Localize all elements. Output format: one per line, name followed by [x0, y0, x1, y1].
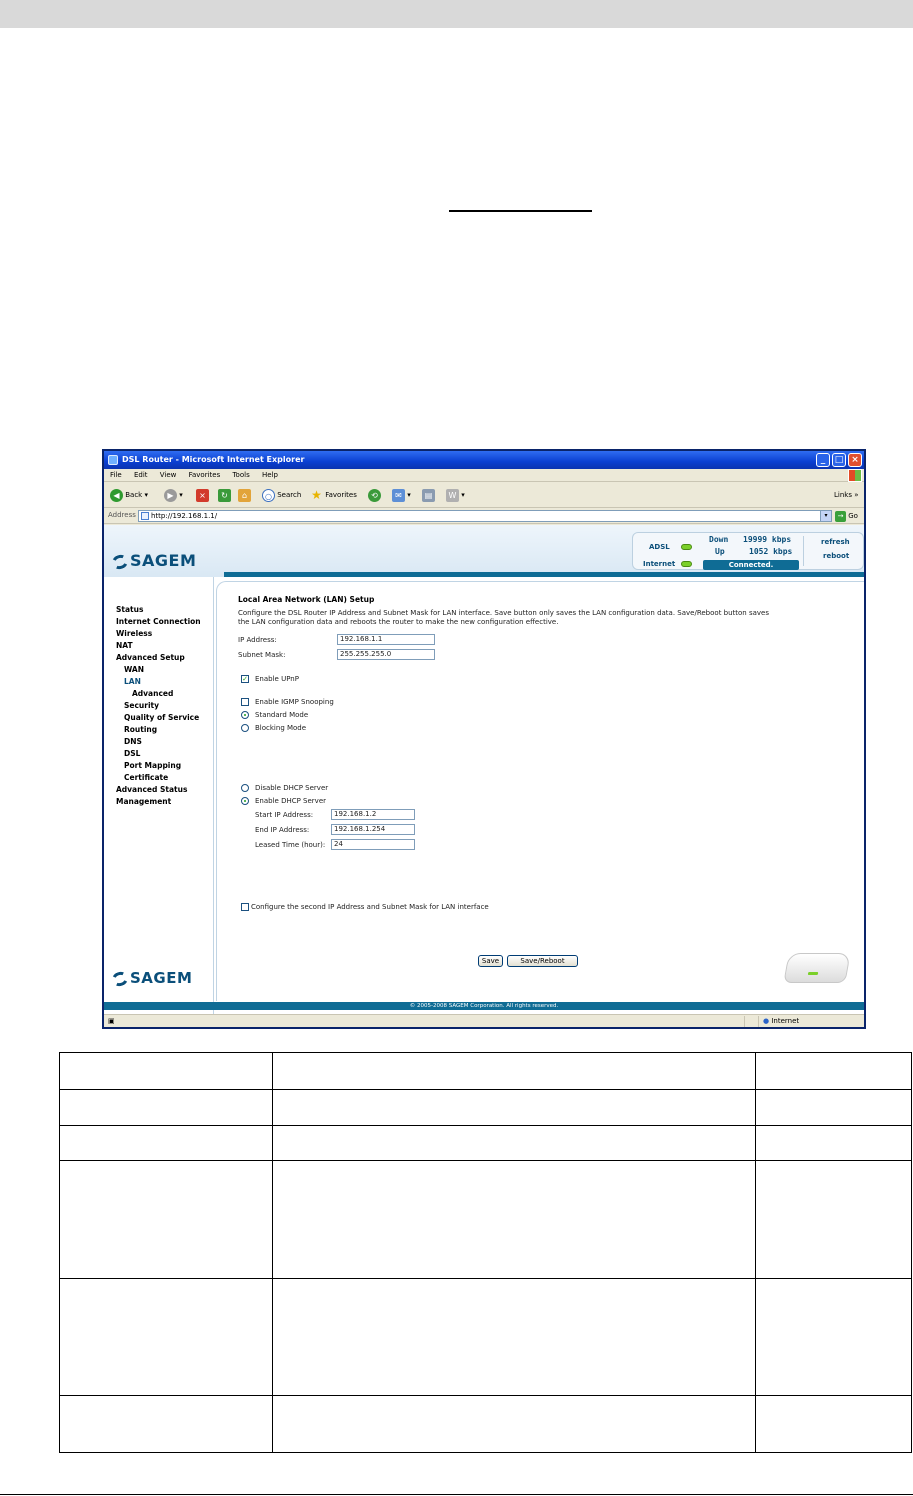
print-icon: ▤ [422, 489, 435, 502]
down-label: Down [709, 535, 729, 544]
forward-button[interactable]: ▶ ▾ [164, 487, 183, 503]
description-line-1: Configure the DSL Router IP Address and Subnet Mask for LAN interface. Save button only saves the LAN configuration data. Save/Reboot button saves [238, 609, 770, 617]
minimize-button[interactable]: _ [816, 453, 830, 467]
window-title: DSL Router - Microsoft Internet Explorer [122, 455, 305, 464]
sagem-swoosh-icon [110, 552, 130, 571]
table-cell [756, 1090, 912, 1126]
nav-wan[interactable]: WAN [124, 665, 145, 674]
nav-advanced-status[interactable]: Advanced Status [116, 785, 188, 794]
menu-tools[interactable]: Tools [232, 471, 250, 479]
adsl-led-icon [681, 544, 692, 550]
table-row [60, 1396, 912, 1453]
router-device-image [783, 953, 850, 983]
status-cell-empty-1 [744, 1016, 758, 1027]
blocking-mode-label: Blocking Mode [255, 724, 307, 732]
search-label: Search [277, 491, 302, 499]
home-icon: ⌂ [238, 489, 251, 502]
second-ip-label: Configure the second IP Address and Subnet Mask for LAN interface [251, 903, 489, 911]
menu-favorites[interactable]: Favorites [188, 471, 221, 479]
table-cell [273, 1090, 756, 1126]
menu-view[interactable]: View [159, 471, 177, 479]
sagem-logo [112, 551, 196, 570]
page-viewport [104, 525, 864, 1014]
table-cell [273, 1161, 756, 1279]
refresh-link[interactable]: refresh [821, 538, 850, 546]
table-cell [273, 1126, 756, 1161]
globe-icon: ● [763, 1017, 770, 1025]
start-ip-input[interactable]: 192.168.1.2 [331, 809, 415, 820]
table-cell [60, 1396, 273, 1453]
document-table [59, 1052, 912, 1453]
save-reboot-button[interactable]: Save/Reboot [507, 955, 578, 967]
address-label: Address [108, 511, 136, 519]
table-cell [60, 1053, 273, 1090]
mail-button[interactable]: ✉ ▾ [392, 487, 411, 503]
lease-time-label: Leased Time (hour): [255, 841, 326, 849]
connected-status: Connected. [703, 560, 799, 570]
nav-nat[interactable]: NAT [116, 641, 133, 650]
save-button[interactable]: Save [478, 955, 503, 967]
router-lights [808, 972, 819, 975]
reboot-link[interactable]: reboot [823, 552, 850, 560]
end-ip-input[interactable]: 192.168.1.254 [331, 824, 415, 835]
ip-address-label: IP Address: [238, 636, 277, 644]
go-button[interactable] [835, 510, 858, 522]
table-row [60, 1279, 912, 1396]
nav-status[interactable]: Status [116, 605, 144, 614]
search-button[interactable] [262, 487, 301, 503]
nav-advanced-setup[interactable]: Advanced Setup [116, 653, 185, 662]
address-input[interactable] [138, 510, 830, 522]
lease-time-input[interactable]: 24 [331, 839, 415, 850]
table-cell [60, 1279, 273, 1396]
banner-stripe [224, 572, 864, 577]
table-cell [273, 1279, 756, 1396]
enable-dhcp-label: Enable DHCP Server [255, 797, 327, 805]
table-cell [756, 1279, 912, 1396]
sagem-logo-text: SAGEM [130, 551, 197, 570]
menu-file[interactable]: File [110, 471, 122, 479]
back-label: Back [125, 491, 143, 499]
links-button[interactable]: Links » [834, 491, 859, 499]
windows-flag-icon [848, 469, 862, 482]
print-button[interactable] [422, 487, 435, 503]
adsl-label: ADSL [649, 543, 670, 551]
down-rate: 19999 kbps [743, 535, 792, 544]
go-label: Go [848, 512, 858, 520]
table-cell [756, 1126, 912, 1161]
favorites-button[interactable] [310, 487, 357, 503]
nav-dns[interactable]: DNS [124, 737, 142, 746]
table-row [60, 1053, 912, 1090]
nav-management[interactable]: Management [116, 797, 172, 806]
maximize-button[interactable]: □ [832, 453, 846, 467]
ip-address-input[interactable]: 192.168.1.1 [337, 634, 435, 645]
history-button[interactable] [368, 487, 381, 503]
heading-underline [449, 210, 592, 212]
table-cell [60, 1090, 273, 1126]
browser-toolbar [104, 482, 864, 508]
page-status-icon: ▣ [108, 1017, 115, 1025]
table-cell [756, 1161, 912, 1279]
router-sidebar [104, 577, 214, 1014]
stop-button[interactable] [196, 487, 209, 503]
subnet-mask-input[interactable]: 255.255.255.0 [337, 649, 435, 660]
nav-routing[interactable]: Routing [124, 725, 158, 734]
table-cell [273, 1396, 756, 1453]
sagem-logo-bottom-text: SAGEM [130, 969, 193, 987]
connection-status-panel [632, 532, 864, 570]
address-bar [104, 508, 864, 524]
back-arrow-icon: ◀ [110, 489, 123, 502]
enable-dhcp-radio[interactable] [241, 797, 249, 805]
table-cell [60, 1126, 273, 1161]
search-icon: ○ [262, 489, 275, 502]
igmp-label: Enable IGMP Snooping [255, 698, 334, 706]
description-line-2: the LAN configuration data and reboots the router to make the new configuration effective. [238, 618, 559, 626]
internet-led-icon [681, 561, 692, 567]
blocking-mode-radio[interactable] [241, 724, 249, 732]
nav-security[interactable]: Security [124, 701, 160, 710]
page-title: Local Area Network (LAN) Setup [238, 595, 375, 604]
table-row [60, 1090, 912, 1126]
nav-dsl[interactable]: DSL [124, 749, 141, 758]
lan-setup-panel [216, 581, 864, 1001]
nav-quality-of-service[interactable]: Quality of Service [124, 713, 200, 722]
second-ip-checkbox[interactable] [241, 903, 249, 911]
sagem-logo-bottom [112, 969, 192, 987]
nav-certificate[interactable]: Certificate [124, 773, 169, 782]
nav-advanced[interactable]: Advanced [132, 689, 174, 698]
up-label: Up [715, 547, 725, 556]
upnp-checkbox[interactable]: ✓ [242, 675, 248, 683]
refresh-icon: ↻ [218, 489, 231, 502]
up-rate: 1052 kbps [749, 547, 793, 556]
stop-icon: × [196, 489, 209, 502]
disable-dhcp-radio[interactable] [241, 784, 249, 792]
table-row [60, 1161, 912, 1279]
nav-port-mapping[interactable]: Port Mapping [124, 761, 182, 770]
address-dropdown[interactable]: ▾ [820, 510, 832, 522]
go-arrow-icon: → [835, 511, 846, 522]
table-row [60, 1126, 912, 1161]
browser-statusbar [104, 1014, 864, 1027]
word-icon: W [446, 489, 459, 502]
edit-button[interactable]: W ▾ [446, 487, 465, 503]
page-bottom-rule [0, 1494, 913, 1495]
links-label: Links [834, 491, 852, 499]
menu-bar [104, 469, 864, 482]
ie-icon [108, 455, 118, 465]
history-icon: ⟲ [368, 489, 381, 502]
sagem-swoosh-icon-bottom [110, 969, 130, 988]
favorites-label: Favorites [325, 491, 357, 499]
table-cell [60, 1161, 273, 1279]
back-button[interactable]: ◀ Back ▾ [110, 487, 148, 503]
nav-internet-connection[interactable]: Internet Connection [116, 617, 201, 626]
menu-help[interactable]: Help [261, 471, 278, 479]
nav-wireless[interactable]: Wireless [116, 629, 153, 638]
copyright-footer: © 2005-2008 SAGEM Corporation. All rights reserved. [104, 1002, 864, 1010]
upnp-label: Enable UPnP [255, 675, 299, 683]
table-cell [273, 1053, 756, 1090]
igmp-checkbox[interactable] [241, 698, 249, 706]
standard-mode-radio[interactable] [241, 711, 249, 719]
disable-dhcp-label: Disable DHCP Server [255, 784, 329, 792]
page-icon [141, 512, 149, 520]
mail-icon: ✉ [392, 489, 405, 502]
forward-arrow-icon: ▶ [164, 489, 177, 502]
end-ip-label: End IP Address: [255, 826, 310, 834]
header-band [0, 0, 913, 28]
nav-lan[interactable]: LAN [124, 677, 141, 686]
table-cell [756, 1396, 912, 1453]
internet-zone-label: Internet [771, 1017, 800, 1025]
address-value: http://192.168.1.1/ [151, 512, 218, 520]
subnet-mask-label: Subnet Mask: [238, 651, 286, 659]
browser-window [102, 449, 866, 1029]
internet-label: Internet [643, 560, 676, 568]
table-cell [756, 1053, 912, 1090]
refresh-button[interactable] [218, 487, 231, 503]
status-divider [803, 536, 804, 566]
home-button[interactable] [238, 487, 251, 503]
star-icon: ★ [311, 487, 322, 502]
browser-titlebar [104, 451, 864, 469]
internet-zone [758, 1016, 864, 1027]
standard-mode-label: Standard Mode [255, 711, 309, 719]
close-button[interactable]: × [848, 453, 862, 467]
menu-edit[interactable]: Edit [133, 471, 148, 479]
start-ip-label: Start IP Address: [255, 811, 314, 819]
